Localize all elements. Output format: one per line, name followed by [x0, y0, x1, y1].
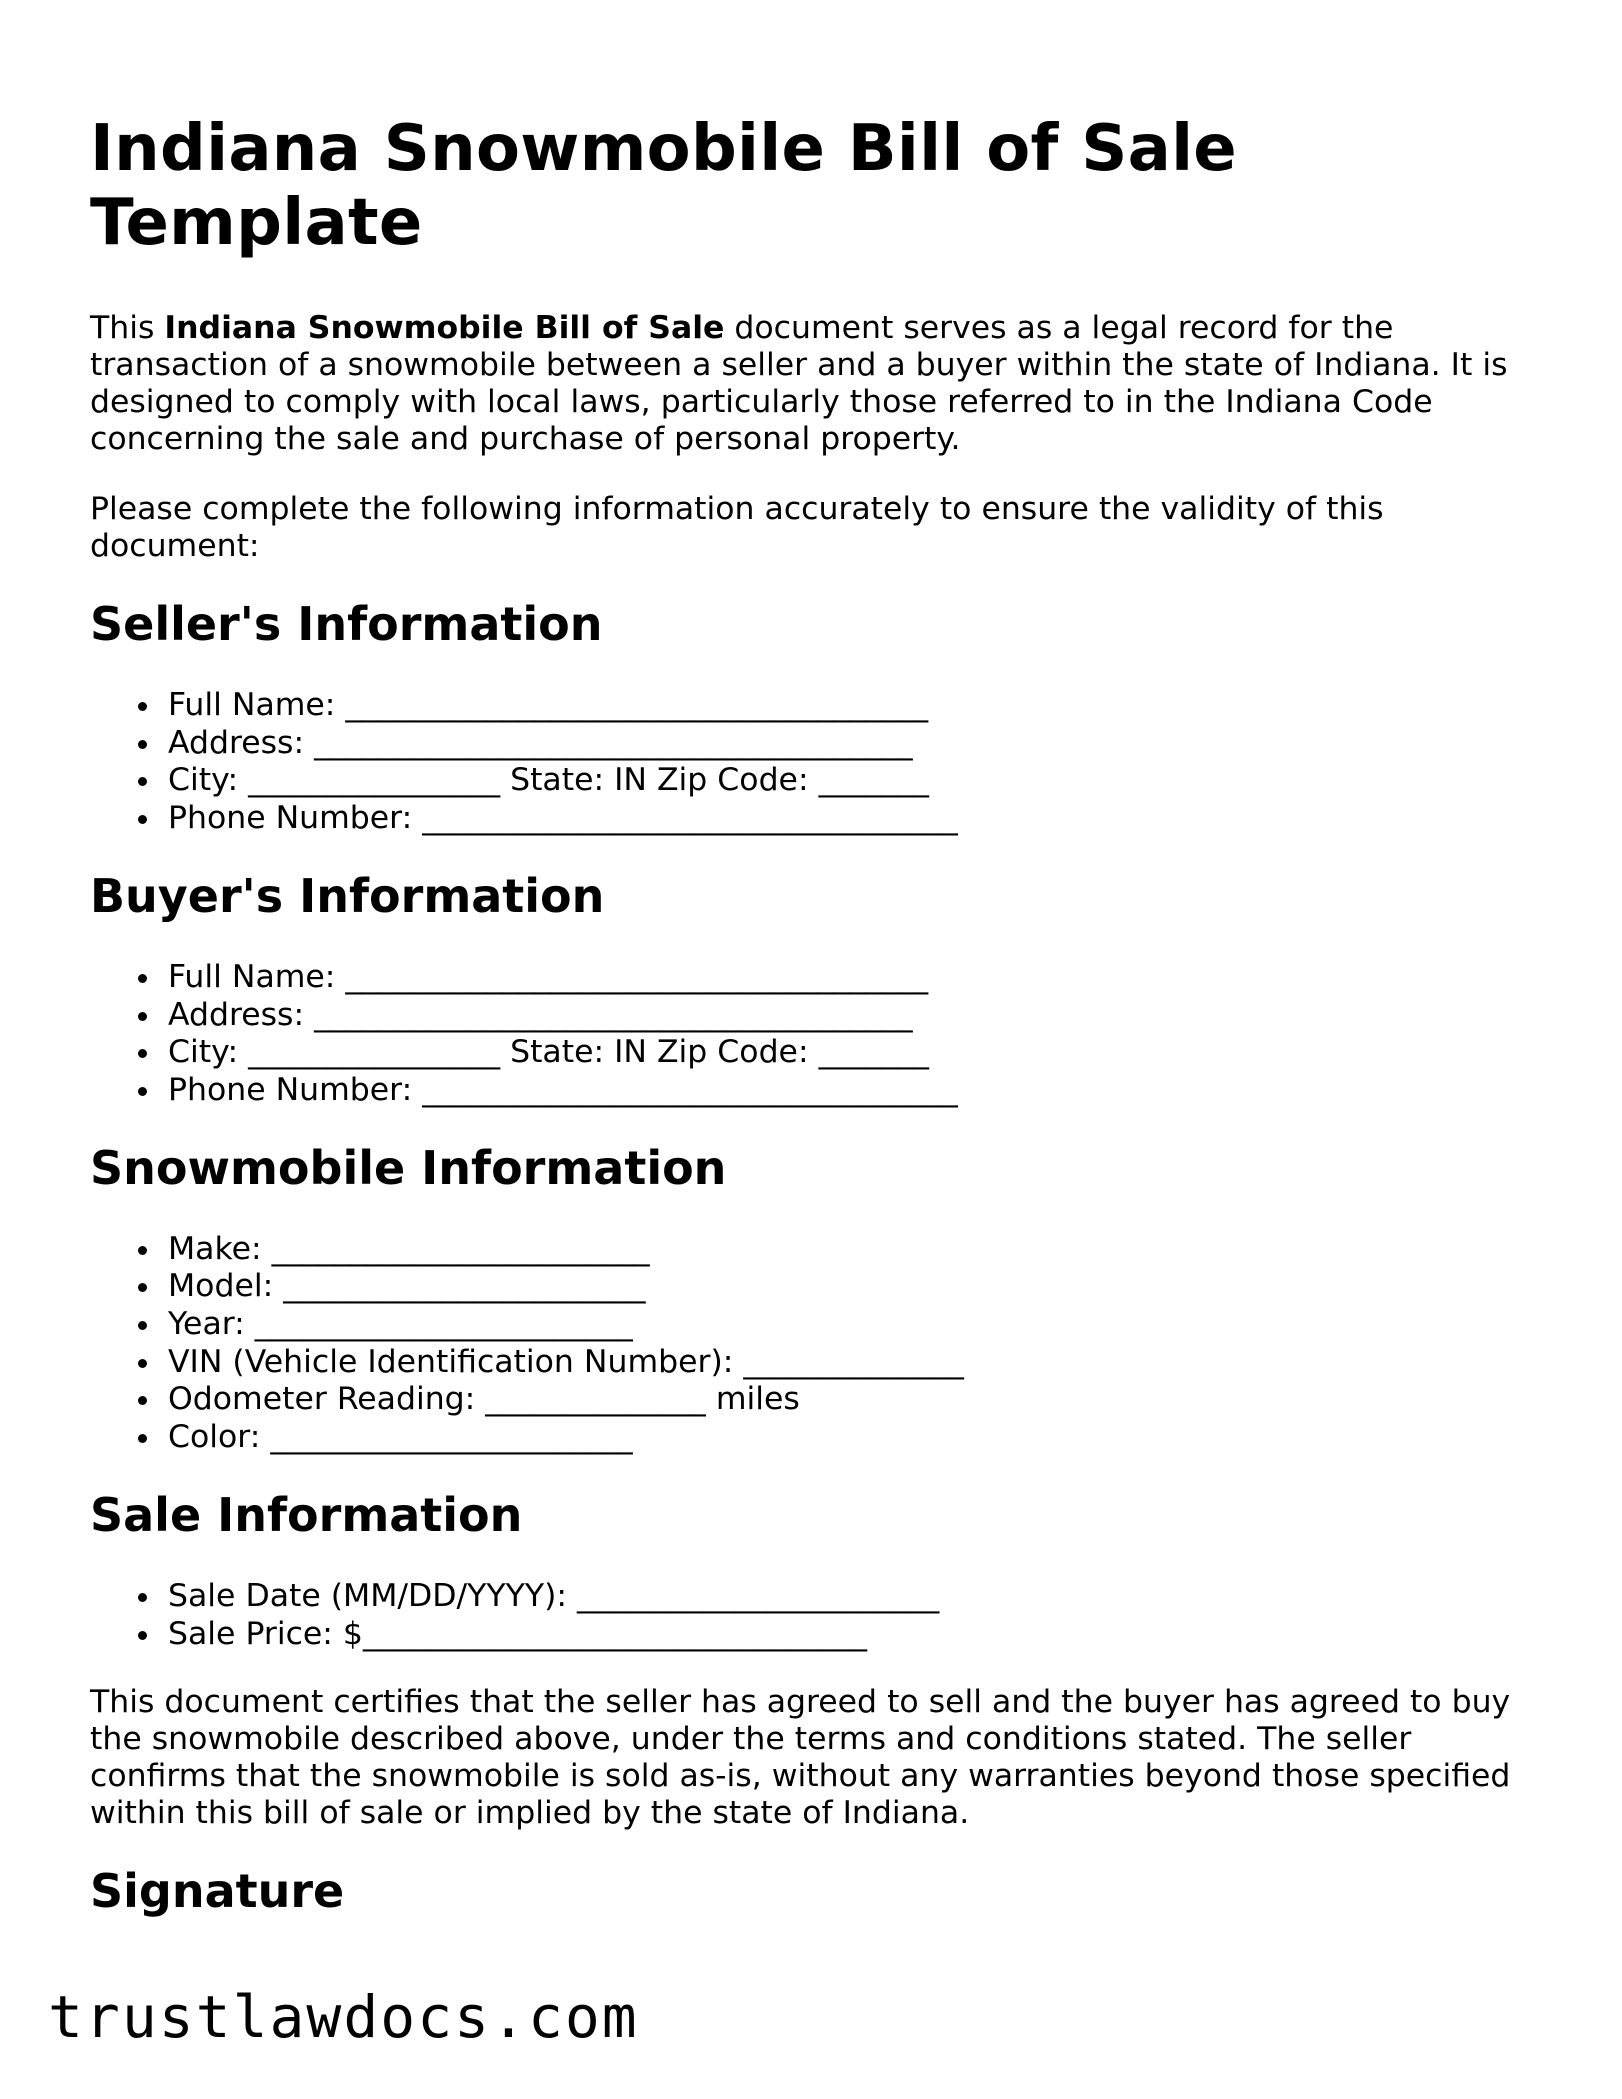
- seller-heading: Seller's Information: [90, 597, 603, 651]
- intro-paragraph: [90, 310, 1540, 458]
- watermark-text: trustlawdocs.com: [48, 1983, 639, 2051]
- signature-heading: Signature: [90, 1864, 345, 1919]
- sale-list: [90, 1578, 1540, 1653]
- sale-heading: Sale Information: [90, 1487, 523, 1542]
- buyer-list: [90, 959, 1540, 1110]
- instructions-paragraph: Please complete the following information accurately to ensure the validity of this document:: [90, 491, 1384, 564]
- sale-price-field[interactable]: Sale Price: $________________________________: [168, 1616, 1540, 1654]
- intro-bold-title: Indiana Snowmobile Bill of Sale: [164, 310, 725, 346]
- buyer-heading: Buyer's Information: [90, 868, 605, 923]
- snowmobile-vin-field[interactable]: VIN (Vehicle Identification Number): ______________: [168, 1344, 1540, 1382]
- buyer-full-name-field[interactable]: Full Name: _____________________________________: [168, 959, 1540, 997]
- seller-list: [90, 687, 1540, 838]
- snowmobile-odometer-field[interactable]: Odometer Reading: ______________ miles: [168, 1381, 1540, 1419]
- intro-suffix: document serves as a legal record for the transaction of a snowmobile between a seller and a buyer within the state of Indiana. It is designed to comply with local laws, particularly those referred to in the Indiana Code concerning the sale and purchase of personal property.: [90, 310, 1508, 457]
- snowmobile-make-field[interactable]: Make: ________________________: [168, 1231, 1540, 1269]
- snowmobile-color-field[interactable]: Color: _______________________: [168, 1419, 1540, 1457]
- buyer-address-field[interactable]: Address: ______________________________________: [168, 997, 1540, 1035]
- snowmobile-model-field[interactable]: Model: _______________________: [168, 1268, 1540, 1306]
- seller-city-state-zip-field[interactable]: City: ________________ State: IN Zip Code: _______: [168, 762, 1540, 800]
- document-page: [90, 112, 1540, 1954]
- snowmobile-heading: Snowmobile Information: [90, 1140, 727, 1195]
- document-title: Indiana Snowmobile Bill of Sale Template: [90, 112, 1238, 260]
- sale-date-field[interactable]: Sale Date (MM/DD/YYYY): _______________________: [168, 1578, 1540, 1616]
- seller-full-name-field[interactable]: Full Name: _____________________________________: [168, 687, 1540, 725]
- buyer-city-state-zip-field[interactable]: City: ________________ State: IN Zip Code: _______: [168, 1034, 1540, 1072]
- buyer-phone-field[interactable]: Phone Number: __________________________________: [168, 1072, 1540, 1110]
- snowmobile-year-field[interactable]: Year: ________________________: [168, 1306, 1540, 1344]
- intro-prefix: This: [90, 310, 165, 346]
- snowmobile-list: [90, 1231, 1540, 1457]
- seller-phone-field[interactable]: Phone Number: __________________________________: [168, 800, 1540, 838]
- seller-address-field[interactable]: Address: ______________________________________: [168, 725, 1540, 763]
- certification-paragraph: This document certifies that the seller has agreed to sell and the buyer has agreed to buy the snowmobile described above, under the terms and conditions stated. The seller confirms that the snowmobile is sold as-is, without any warranties beyond those specified within this bill of sale or implied by the state of Indiana.: [90, 1684, 1511, 1832]
